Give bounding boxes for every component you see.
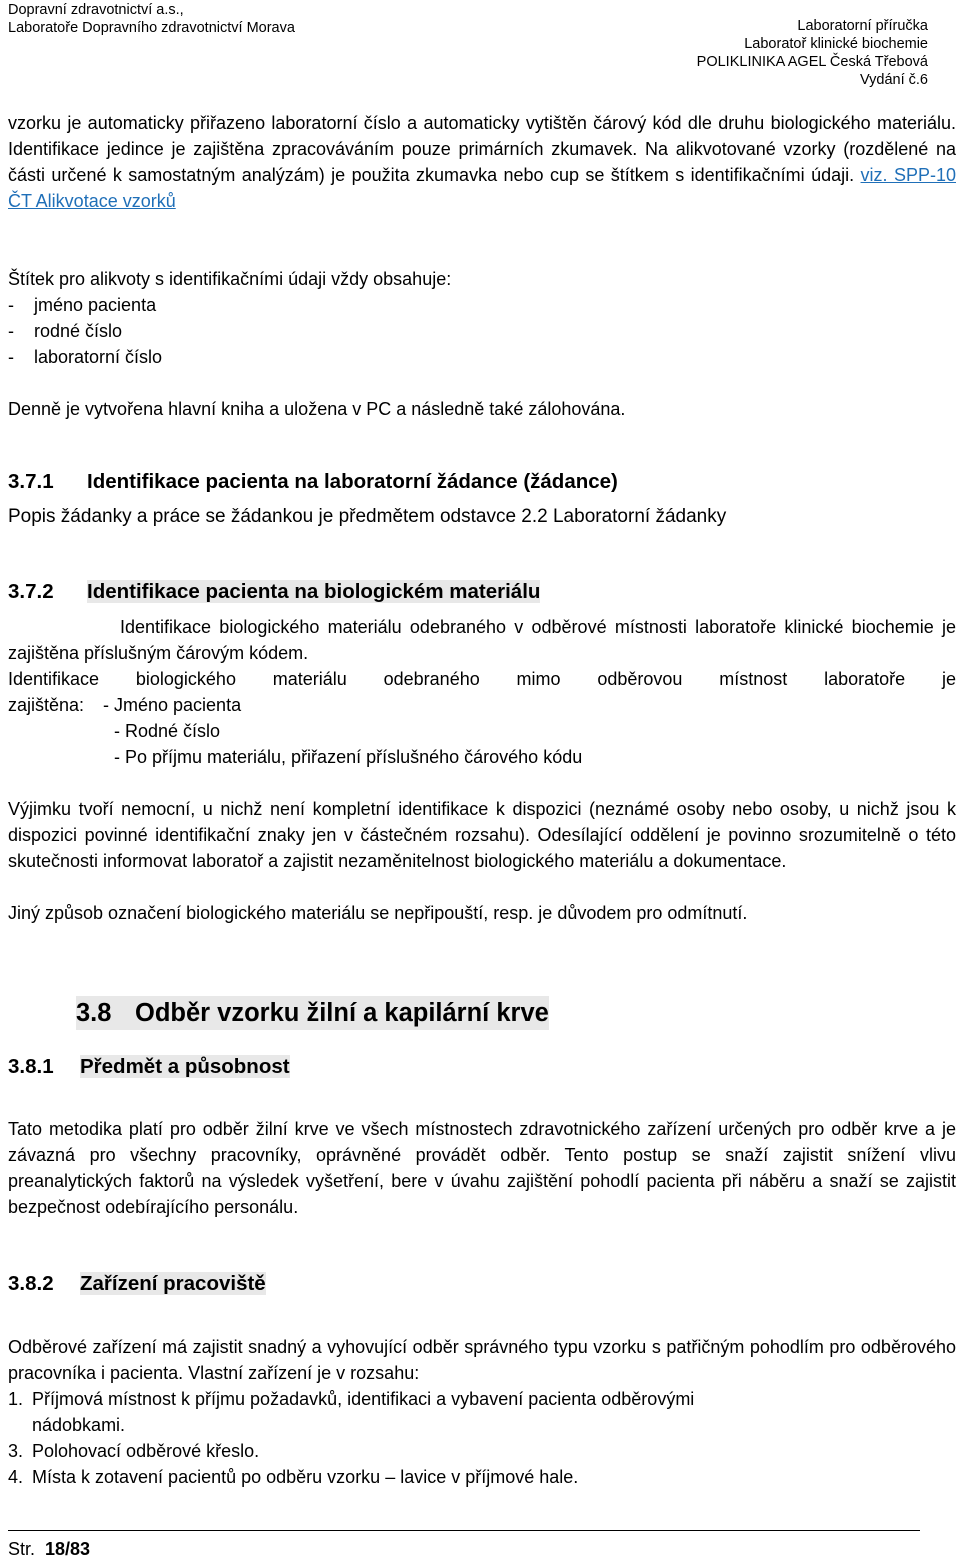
section-heading-3-7-2 xyxy=(8,578,540,606)
list-item: 1. Příjmová místnost k příjmu požadavků, identifikaci a vybavení pacienta odběrovými nádobkami. xyxy=(8,1389,695,1435)
alikvotace-link[interactable]: viz. SPP-10 ČT Alikvotace vzorků xyxy=(8,165,956,211)
section-3-7-2-para1: Identifikace biologického materiálu odebraného v odběrové místnosti laboratoře klinické biochemie je zajištěna příslušným čárovým kódem. xyxy=(8,617,956,663)
label-item: - laboratorní číslo xyxy=(8,347,163,367)
daily-backup-note: Denně je vytvořena hlavní kniha a uložena v PC a následně také zálohována. xyxy=(8,399,626,419)
section-title: Zařízení pracoviště xyxy=(80,1272,266,1295)
identification-item: - Jméno pacienta xyxy=(103,695,242,715)
header-lab-name: Laboratoře Dopravního zdravotnictví Morava xyxy=(8,20,295,36)
list-item: 4. Místa k zotavení pacientů po odběru vzorku – lavice v příjmové hale. xyxy=(8,1467,579,1487)
section-title: Identifikace pacienta na laboratorní žádance (žádance) xyxy=(87,470,618,493)
identification-item: - Po příjmu materiálu, přiřazení příslušného čárového kódu xyxy=(114,747,583,767)
section-title: Identifikace pacienta na biologickém materiálu xyxy=(87,580,541,603)
section-number: 3.8.2 xyxy=(8,1272,54,1295)
section-heading-3-7-1 xyxy=(8,468,618,496)
page-footer xyxy=(8,1539,90,1559)
section-3-8-1-text: Tato metodika platí pro odběr žilní krve ve všech místnostech zdravotnického zařízení určených pro odběr krve a je závazná pro všechny pracovníky, oprávněné provádět odběr. Tento postup se snaží zajistit snížení vlivu preanalytických faktorů na výsledek vyšetření, bere v úvahu zajištění pohodlí pacienta při náběru a snaží se zajistit bezpečnost odebírajícího personálu. xyxy=(8,1119,956,1217)
identification-lead: zajištěna: xyxy=(8,695,85,715)
header-company: Dopravní zdravotnictví a.s., xyxy=(8,2,184,18)
page-number: 18/83 xyxy=(45,1539,91,1559)
section-3-8-2-text: Odběrové zařízení má zajistit snadný a vyhovující odběr správného typu vzorku s patřičným pohodlím pro odběrového pracovníka i pacienta. Vlastní zařízení je v rozsahu: xyxy=(8,1337,956,1383)
section-3-7-2-para2: Identifikace biologického materiálu odebraného mimo odběrovou místnost laboratoře je xyxy=(8,669,956,689)
section-heading-3-8-2 xyxy=(8,1270,266,1298)
intro-text: vzorku je automaticky přiřazeno laboratorní číslo a automaticky vytištěn čárový kód dle druhu biologického materiálu. Identifikace jedince je zajištěna zpracováváním pouze primárních zkumavek. Na alikvotované vzorky (rozdělené na části určené k samostatným analýzám) je použita zkumavka nebo cup se štítkem s identifikačními údaji. xyxy=(8,113,956,185)
chapter-title: Odběr vzorku žilní a kapilární krve xyxy=(135,999,549,1027)
section-heading-3-8-1 xyxy=(8,1053,290,1081)
label-item: - rodné číslo xyxy=(8,321,123,341)
identification-item: - Rodné číslo xyxy=(114,721,221,741)
label-item: - jméno pacienta xyxy=(8,295,157,315)
header-right xyxy=(697,17,928,89)
section-3-7-2-para4: Jiný způsob označení biologického materiálu se nepřipouští, resp. je důvodem pro odmítnutí. xyxy=(8,903,748,923)
label-intro: Štítek pro alikvoty s identifikačními údaji vždy obsahuje: xyxy=(8,269,452,289)
section-3-7-1-text: Popis žádanky a práce se žádankou je předmětem odstavce 2.2 Laboratorní žádanky xyxy=(8,506,727,527)
header-edition: Vydání č.6 xyxy=(860,72,928,88)
chapter-heading-3-8 xyxy=(76,996,549,1030)
header-department: Laboratoř klinické biochemie xyxy=(744,36,928,52)
section-3-7-2-para3: Výjimku tvoří nemocní, u nichž není kompletní identifikace k dispozici (neznámé osoby nebo osoby, u nichž jsou k dispozici povinné identifikační znaky jen v částečném rozsahu). Odesílající oddělení je povinno srozumitelně o této skutečnosti informovat laboratoř a zajistit nezaměnitelnost biologického materiálu a dokumentace. xyxy=(8,799,956,871)
chapter-number: 3.8 xyxy=(76,999,112,1027)
footer-divider xyxy=(8,1530,920,1531)
section-title: Předmět a působnost xyxy=(80,1055,290,1078)
footer-label: Str. xyxy=(8,1539,36,1559)
header-left xyxy=(8,1,295,37)
section-number: 3.7.1 xyxy=(8,470,54,493)
section-number: 3.7.2 xyxy=(8,580,54,603)
header-facility: POLIKLINIKA AGEL Česká Třebová xyxy=(696,54,928,70)
section-number: 3.8.1 xyxy=(8,1055,54,1078)
header-doc-title: Laboratorní příručka xyxy=(797,18,928,34)
list-item: 3. Polohovací odběrové křeslo. xyxy=(8,1441,260,1461)
intro-paragraph xyxy=(8,110,956,214)
